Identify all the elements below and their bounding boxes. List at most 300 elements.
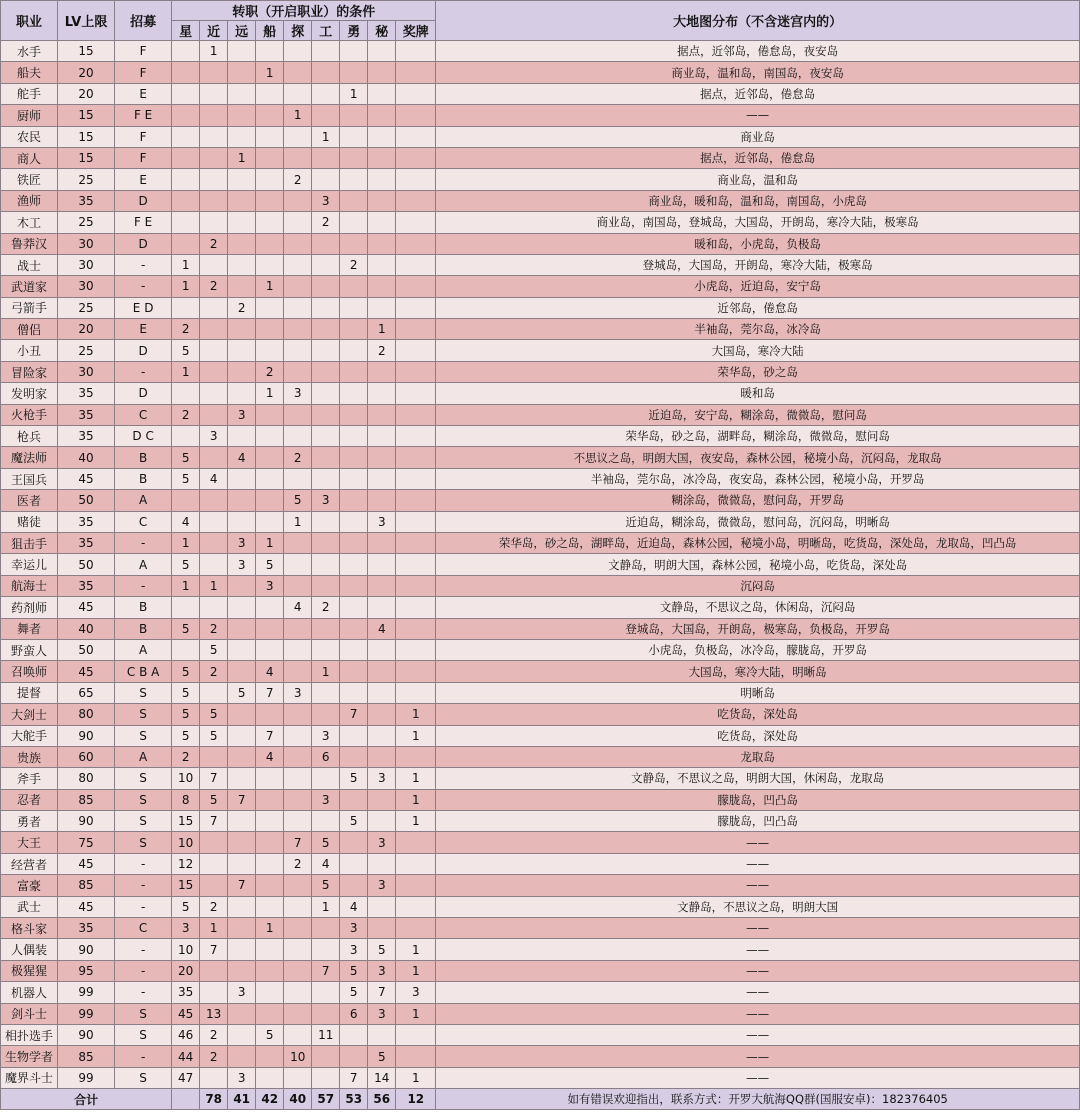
header-map: 大地图分布（不含迷宫内的） bbox=[436, 1, 1080, 41]
cond-craft bbox=[312, 704, 340, 725]
recruit-grade: - bbox=[115, 276, 172, 297]
cond-secret: 3 bbox=[368, 875, 396, 896]
cond-craft: 5 bbox=[312, 875, 340, 896]
cond-near bbox=[200, 147, 228, 168]
footer-total: 41 bbox=[228, 1089, 256, 1110]
map-distribution: —— bbox=[436, 918, 1080, 939]
cond-near bbox=[200, 83, 228, 104]
cond-brave bbox=[340, 361, 368, 382]
cond-ship bbox=[256, 254, 284, 275]
cond-star: 2 bbox=[172, 404, 200, 425]
table-row bbox=[1, 383, 1080, 404]
cond-medal bbox=[396, 832, 436, 853]
cond-far bbox=[228, 490, 256, 511]
map-distribution: 吃货岛，深处岛 bbox=[436, 704, 1080, 725]
map-distribution: —— bbox=[436, 982, 1080, 1003]
cond-near bbox=[200, 126, 228, 147]
cond-ship bbox=[256, 233, 284, 254]
cond-far bbox=[228, 575, 256, 596]
job-name: 勇者 bbox=[1, 811, 58, 832]
cond-ship bbox=[256, 169, 284, 190]
cond-far bbox=[228, 319, 256, 340]
recruit-grade: E bbox=[115, 83, 172, 104]
cond-brave bbox=[340, 468, 368, 489]
cond-brave: 5 bbox=[340, 811, 368, 832]
cond-near bbox=[200, 190, 228, 211]
cond-brave bbox=[340, 682, 368, 703]
cond-medal: 1 bbox=[396, 1067, 436, 1088]
cond-explore: 2 bbox=[284, 169, 312, 190]
table-row bbox=[1, 190, 1080, 211]
recruit-grade: S bbox=[115, 789, 172, 810]
cond-ship bbox=[256, 297, 284, 318]
cond-explore bbox=[284, 532, 312, 553]
cond-near bbox=[200, 105, 228, 126]
cond-star: 45 bbox=[172, 1003, 200, 1024]
cond-medal bbox=[396, 105, 436, 126]
cond-brave bbox=[340, 233, 368, 254]
cond-craft bbox=[312, 554, 340, 575]
cond-ship bbox=[256, 832, 284, 853]
cond-far: 3 bbox=[228, 982, 256, 1003]
cond-near bbox=[200, 383, 228, 404]
table-row bbox=[1, 832, 1080, 853]
lv-cap: 85 bbox=[58, 1046, 115, 1067]
recruit-grade: D bbox=[115, 340, 172, 361]
cond-explore bbox=[284, 297, 312, 318]
lv-cap: 45 bbox=[58, 468, 115, 489]
header-col: 星 bbox=[172, 21, 200, 41]
cond-secret bbox=[368, 490, 396, 511]
cond-near bbox=[200, 62, 228, 83]
recruit-grade: B bbox=[115, 618, 172, 639]
cond-brave bbox=[340, 597, 368, 618]
map-distribution: 小虎岛，负极岛，冰冷岛，朦胧岛，开罗岛 bbox=[436, 639, 1080, 660]
table-footer bbox=[1, 1089, 1080, 1110]
map-distribution: 暖和岛，小虎岛，负极岛 bbox=[436, 233, 1080, 254]
job-name: 农民 bbox=[1, 126, 58, 147]
table-row bbox=[1, 105, 1080, 126]
cond-ship bbox=[256, 190, 284, 211]
cond-explore bbox=[284, 254, 312, 275]
job-name: 王国兵 bbox=[1, 468, 58, 489]
cond-near bbox=[200, 532, 228, 553]
map-distribution: 据点，近邻岛，倦怠岛 bbox=[436, 147, 1080, 168]
cond-secret bbox=[368, 41, 396, 62]
cond-brave bbox=[340, 426, 368, 447]
cond-brave bbox=[340, 832, 368, 853]
cond-ship: 1 bbox=[256, 62, 284, 83]
cond-ship bbox=[256, 811, 284, 832]
map-distribution: —— bbox=[436, 875, 1080, 896]
cond-medal bbox=[396, 532, 436, 553]
cond-brave bbox=[340, 618, 368, 639]
job-name: 厨师 bbox=[1, 105, 58, 126]
lv-cap: 95 bbox=[58, 960, 115, 981]
cond-secret bbox=[368, 896, 396, 917]
cond-brave: 3 bbox=[340, 918, 368, 939]
cond-explore: 5 bbox=[284, 490, 312, 511]
lv-cap: 60 bbox=[58, 746, 115, 767]
cond-brave bbox=[340, 639, 368, 660]
cond-star: 5 bbox=[172, 704, 200, 725]
header-job: 职业 bbox=[1, 1, 58, 41]
cond-medal bbox=[396, 618, 436, 639]
cond-explore bbox=[284, 190, 312, 211]
cond-far bbox=[228, 468, 256, 489]
table-row bbox=[1, 811, 1080, 832]
lv-cap: 85 bbox=[58, 875, 115, 896]
cond-star: 1 bbox=[172, 532, 200, 553]
cond-ship bbox=[256, 319, 284, 340]
cond-far bbox=[228, 661, 256, 682]
cond-near: 5 bbox=[200, 639, 228, 660]
cond-craft bbox=[312, 768, 340, 789]
cond-secret: 3 bbox=[368, 960, 396, 981]
cond-explore bbox=[284, 126, 312, 147]
cond-ship: 5 bbox=[256, 554, 284, 575]
cond-craft bbox=[312, 575, 340, 596]
cond-secret bbox=[368, 811, 396, 832]
cond-far bbox=[228, 939, 256, 960]
map-distribution: 糊涂岛，微微岛，慰问岛，开罗岛 bbox=[436, 490, 1080, 511]
cond-explore bbox=[284, 147, 312, 168]
cond-explore bbox=[284, 468, 312, 489]
lv-cap: 65 bbox=[58, 682, 115, 703]
job-name: 斧手 bbox=[1, 768, 58, 789]
recruit-grade: S bbox=[115, 768, 172, 789]
cond-medal bbox=[396, 361, 436, 382]
map-distribution: —— bbox=[436, 105, 1080, 126]
cond-medal bbox=[396, 62, 436, 83]
table-header bbox=[1, 1, 1080, 41]
cond-craft: 1 bbox=[312, 126, 340, 147]
cond-medal: 1 bbox=[396, 768, 436, 789]
cond-ship: 1 bbox=[256, 918, 284, 939]
cond-brave bbox=[340, 297, 368, 318]
cond-far bbox=[228, 62, 256, 83]
cond-explore bbox=[284, 340, 312, 361]
lv-cap: 45 bbox=[58, 896, 115, 917]
cond-star bbox=[172, 383, 200, 404]
table-row bbox=[1, 682, 1080, 703]
cond-far bbox=[228, 725, 256, 746]
cond-brave bbox=[340, 62, 368, 83]
cond-brave bbox=[340, 169, 368, 190]
cond-explore bbox=[284, 789, 312, 810]
table-row bbox=[1, 361, 1080, 382]
lv-cap: 30 bbox=[58, 276, 115, 297]
cond-medal bbox=[396, 918, 436, 939]
cond-secret bbox=[368, 447, 396, 468]
cond-medal bbox=[396, 896, 436, 917]
cond-craft bbox=[312, 532, 340, 553]
cond-star: 1 bbox=[172, 575, 200, 596]
map-distribution: 半袖岛，莞尔岛，冰冷岛 bbox=[436, 319, 1080, 340]
cond-craft: 7 bbox=[312, 960, 340, 981]
header-recruit: 招募 bbox=[115, 1, 172, 41]
table-row bbox=[1, 960, 1080, 981]
cond-explore bbox=[284, 618, 312, 639]
cond-brave: 1 bbox=[340, 83, 368, 104]
cond-star: 15 bbox=[172, 811, 200, 832]
cond-ship bbox=[256, 490, 284, 511]
cond-brave bbox=[340, 383, 368, 404]
cond-brave bbox=[340, 554, 368, 575]
job-name: 机器人 bbox=[1, 982, 58, 1003]
cond-ship bbox=[256, 212, 284, 233]
cond-medal: 1 bbox=[396, 939, 436, 960]
cond-far bbox=[228, 83, 256, 104]
cond-star: 1 bbox=[172, 276, 200, 297]
cond-star bbox=[172, 62, 200, 83]
cond-secret bbox=[368, 297, 396, 318]
cond-explore bbox=[284, 83, 312, 104]
table-row bbox=[1, 490, 1080, 511]
table-row bbox=[1, 532, 1080, 553]
recruit-grade: S bbox=[115, 811, 172, 832]
cond-secret: 1 bbox=[368, 319, 396, 340]
recruit-grade: - bbox=[115, 896, 172, 917]
cond-near bbox=[200, 361, 228, 382]
cond-star: 2 bbox=[172, 319, 200, 340]
cond-star: 10 bbox=[172, 939, 200, 960]
cond-medal bbox=[396, 661, 436, 682]
cond-secret bbox=[368, 746, 396, 767]
recruit-grade: - bbox=[115, 982, 172, 1003]
cond-near bbox=[200, 597, 228, 618]
cond-explore bbox=[284, 41, 312, 62]
recruit-grade: - bbox=[115, 939, 172, 960]
cond-far bbox=[228, 1003, 256, 1024]
cond-craft bbox=[312, 682, 340, 703]
cond-ship: 1 bbox=[256, 532, 284, 553]
cond-medal bbox=[396, 383, 436, 404]
cond-medal bbox=[396, 169, 436, 190]
cond-explore bbox=[284, 1003, 312, 1024]
cond-medal bbox=[396, 254, 436, 275]
recruit-grade: S bbox=[115, 1067, 172, 1088]
lv-cap: 45 bbox=[58, 597, 115, 618]
lv-cap: 30 bbox=[58, 233, 115, 254]
cond-star bbox=[172, 233, 200, 254]
cond-near: 7 bbox=[200, 811, 228, 832]
lv-cap: 40 bbox=[58, 618, 115, 639]
lv-cap: 20 bbox=[58, 319, 115, 340]
lv-cap: 90 bbox=[58, 1024, 115, 1045]
table-row bbox=[1, 725, 1080, 746]
cond-ship bbox=[256, 468, 284, 489]
cond-craft bbox=[312, 511, 340, 532]
recruit-grade: S bbox=[115, 725, 172, 746]
cond-star: 15 bbox=[172, 875, 200, 896]
header-col: 秘 bbox=[368, 21, 396, 41]
cond-secret bbox=[368, 147, 396, 168]
cond-ship: 4 bbox=[256, 661, 284, 682]
lv-cap: 25 bbox=[58, 297, 115, 318]
recruit-grade: C B A bbox=[115, 661, 172, 682]
cond-brave bbox=[340, 41, 368, 62]
cond-ship bbox=[256, 1003, 284, 1024]
cond-medal bbox=[396, 426, 436, 447]
cond-ship: 5 bbox=[256, 1024, 284, 1045]
cond-ship bbox=[256, 853, 284, 874]
cond-star: 10 bbox=[172, 768, 200, 789]
cond-craft bbox=[312, 811, 340, 832]
lv-cap: 15 bbox=[58, 105, 115, 126]
map-distribution: —— bbox=[436, 1046, 1080, 1067]
map-distribution: 商业岛，温和岛 bbox=[436, 169, 1080, 190]
cond-brave bbox=[340, 276, 368, 297]
cond-explore bbox=[284, 639, 312, 660]
cond-secret: 5 bbox=[368, 1046, 396, 1067]
cond-secret bbox=[368, 597, 396, 618]
cond-medal bbox=[396, 468, 436, 489]
map-distribution: 登城岛，大国岛，开朗岛，寒冷大陆，极寒岛 bbox=[436, 254, 1080, 275]
cond-star bbox=[172, 297, 200, 318]
cond-far: 3 bbox=[228, 532, 256, 553]
cond-medal bbox=[396, 1024, 436, 1045]
cond-secret bbox=[368, 361, 396, 382]
cond-near bbox=[200, 340, 228, 361]
table-row bbox=[1, 1046, 1080, 1067]
cond-star: 5 bbox=[172, 340, 200, 361]
footer-total: 12 bbox=[396, 1089, 436, 1110]
recruit-grade: - bbox=[115, 1046, 172, 1067]
cond-near bbox=[200, 554, 228, 575]
job-name: 战士 bbox=[1, 254, 58, 275]
footer-total: 57 bbox=[312, 1089, 340, 1110]
cond-near: 3 bbox=[200, 426, 228, 447]
cond-brave bbox=[340, 661, 368, 682]
job-name: 剑斗士 bbox=[1, 1003, 58, 1024]
cond-secret bbox=[368, 383, 396, 404]
recruit-grade: A bbox=[115, 746, 172, 767]
cond-far bbox=[228, 383, 256, 404]
cond-ship bbox=[256, 1067, 284, 1088]
cond-brave bbox=[340, 875, 368, 896]
lv-cap: 50 bbox=[58, 490, 115, 511]
map-distribution: 沉闷岛 bbox=[436, 575, 1080, 596]
cond-near bbox=[200, 875, 228, 896]
cond-craft bbox=[312, 254, 340, 275]
map-distribution: —— bbox=[436, 1003, 1080, 1024]
footer-total: 40 bbox=[284, 1089, 312, 1110]
cond-explore bbox=[284, 233, 312, 254]
cond-far bbox=[228, 746, 256, 767]
table-row bbox=[1, 1024, 1080, 1045]
lv-cap: 30 bbox=[58, 254, 115, 275]
table-row bbox=[1, 554, 1080, 575]
cond-near bbox=[200, 746, 228, 767]
cond-far bbox=[228, 233, 256, 254]
job-name: 舞者 bbox=[1, 618, 58, 639]
cond-brave bbox=[340, 575, 368, 596]
cond-ship bbox=[256, 404, 284, 425]
recruit-grade: S bbox=[115, 704, 172, 725]
cond-near: 5 bbox=[200, 704, 228, 725]
cond-secret: 4 bbox=[368, 618, 396, 639]
table-row bbox=[1, 147, 1080, 168]
map-distribution: 近迫岛，安宁岛，糊涂岛，微微岛，慰问岛 bbox=[436, 404, 1080, 425]
cond-near: 5 bbox=[200, 725, 228, 746]
cond-craft: 4 bbox=[312, 853, 340, 874]
job-name: 经营者 bbox=[1, 853, 58, 874]
map-distribution: —— bbox=[436, 1024, 1080, 1045]
cond-medal bbox=[396, 554, 436, 575]
cond-secret: 3 bbox=[368, 768, 396, 789]
recruit-grade: B bbox=[115, 597, 172, 618]
lv-cap: 35 bbox=[58, 918, 115, 939]
cond-secret: 3 bbox=[368, 832, 396, 853]
cond-far bbox=[228, 1046, 256, 1067]
cond-far: 7 bbox=[228, 789, 256, 810]
map-distribution: 大国岛，寒冷大陆 bbox=[436, 340, 1080, 361]
table-row bbox=[1, 918, 1080, 939]
cond-explore bbox=[284, 982, 312, 1003]
cond-brave: 5 bbox=[340, 982, 368, 1003]
table-row bbox=[1, 62, 1080, 83]
map-distribution: 朦胧岛，凹凸岛 bbox=[436, 811, 1080, 832]
cond-near: 5 bbox=[200, 789, 228, 810]
cond-secret bbox=[368, 126, 396, 147]
job-name: 铁匠 bbox=[1, 169, 58, 190]
cond-far: 4 bbox=[228, 447, 256, 468]
lv-cap: 35 bbox=[58, 532, 115, 553]
cond-star: 12 bbox=[172, 853, 200, 874]
cond-secret: 5 bbox=[368, 939, 396, 960]
cond-medal bbox=[396, 447, 436, 468]
cond-brave: 6 bbox=[340, 1003, 368, 1024]
job-name: 召唤师 bbox=[1, 661, 58, 682]
recruit-grade: S bbox=[115, 1003, 172, 1024]
cond-explore: 1 bbox=[284, 105, 312, 126]
recruit-grade: S bbox=[115, 1024, 172, 1045]
cond-far bbox=[228, 426, 256, 447]
lv-cap: 35 bbox=[58, 426, 115, 447]
cond-medal: 1 bbox=[396, 725, 436, 746]
cond-craft: 5 bbox=[312, 832, 340, 853]
table-row bbox=[1, 41, 1080, 62]
map-distribution: —— bbox=[436, 832, 1080, 853]
cond-secret bbox=[368, 212, 396, 233]
cond-near bbox=[200, 490, 228, 511]
cond-brave: 2 bbox=[340, 254, 368, 275]
job-name: 僧侣 bbox=[1, 319, 58, 340]
cond-craft bbox=[312, 383, 340, 404]
table-row bbox=[1, 789, 1080, 810]
cond-brave bbox=[340, 853, 368, 874]
cond-secret bbox=[368, 468, 396, 489]
lv-cap: 15 bbox=[58, 147, 115, 168]
recruit-grade: F bbox=[115, 62, 172, 83]
cond-secret bbox=[368, 639, 396, 660]
map-distribution: 荣华岛，砂之岛，湖畔岛，近迫岛，森林公园，秘境小岛，明晰岛，吃货岛，深处岛，龙取岛，凹凸岛 bbox=[436, 532, 1080, 553]
table-row bbox=[1, 639, 1080, 660]
cond-brave bbox=[340, 746, 368, 767]
lv-cap: 35 bbox=[58, 404, 115, 425]
cond-near: 1 bbox=[200, 41, 228, 62]
cond-star: 2 bbox=[172, 746, 200, 767]
cond-far: 1 bbox=[228, 147, 256, 168]
map-distribution: 商业岛，温和岛，南国岛，夜安岛 bbox=[436, 62, 1080, 83]
cond-near: 1 bbox=[200, 575, 228, 596]
cond-star: 35 bbox=[172, 982, 200, 1003]
cond-brave bbox=[340, 190, 368, 211]
lv-cap: 90 bbox=[58, 939, 115, 960]
header-condition-group: 转职（开启职业）的条件 bbox=[172, 1, 436, 21]
cond-far bbox=[228, 276, 256, 297]
